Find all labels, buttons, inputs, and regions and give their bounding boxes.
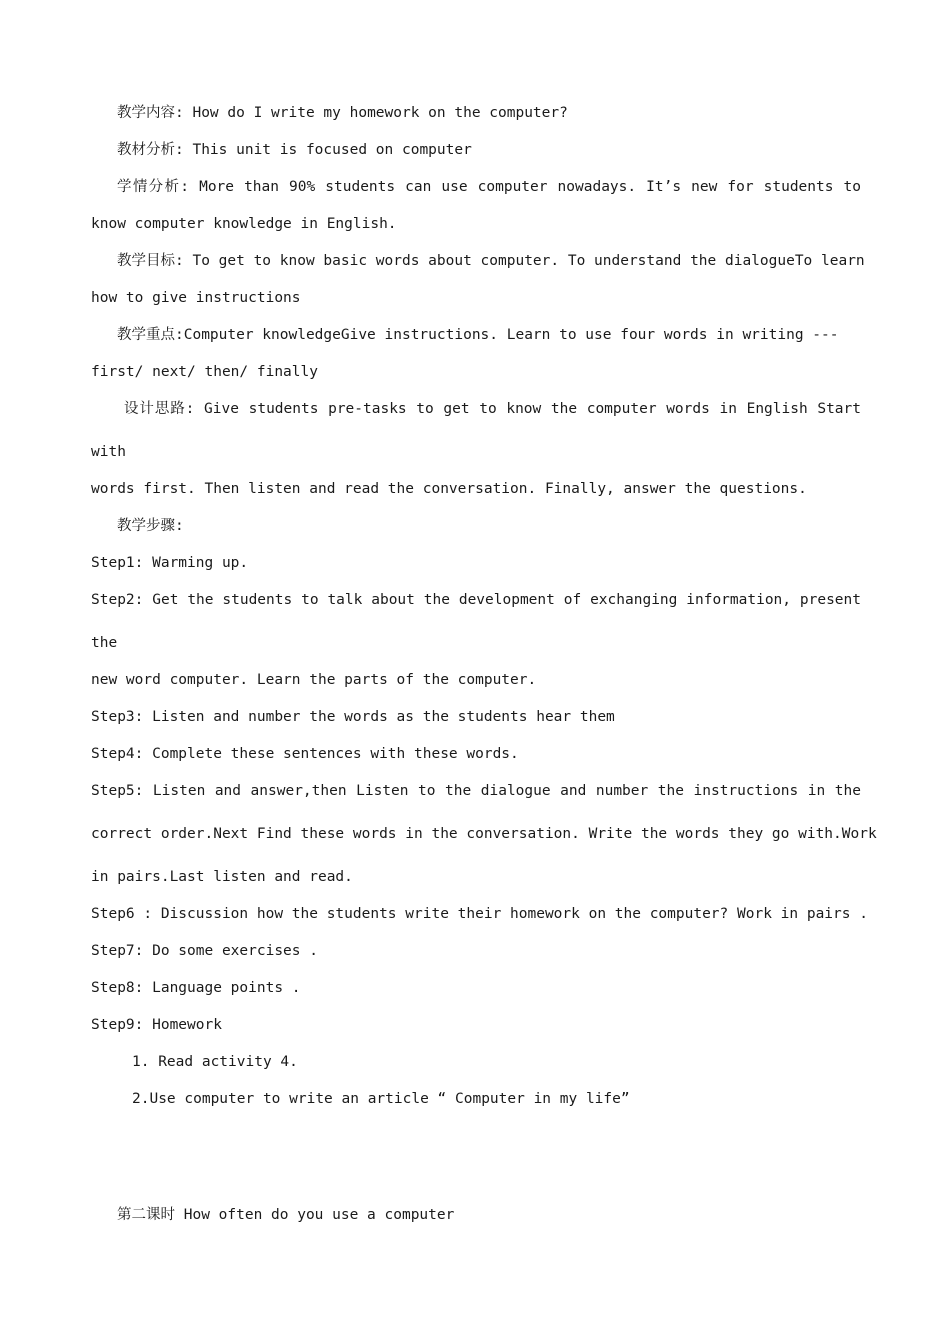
step-2-line2: the [91, 635, 118, 651]
design-label: 设计思路: [124, 401, 195, 417]
objectives-line1 [117, 251, 865, 271]
teaching-content [117, 103, 861, 123]
key-points-label: 教学重点: [117, 327, 184, 343]
step-5-line1: Step5: Listen and answer,then Listen to the dialogue and number the instructions in the [91, 783, 861, 799]
step-8: Step8: Language points . [91, 980, 301, 996]
student-analysis-line2: know computer knowledge in English. [91, 216, 397, 232]
second-lesson-heading [117, 1205, 861, 1225]
step-2-line1: Step2: Get the students to talk about the development of exchanging information, present [91, 592, 861, 608]
teaching-content-label: 教学内容: [117, 105, 184, 121]
step-9: Step9: Homework [91, 1017, 222, 1033]
objectives-text-1: To get to know basic words about computer. To understand the dialogueTo learn [192, 253, 865, 269]
second-lesson-label: 第二课时 [117, 1207, 175, 1223]
objectives-label: 教学目标: [117, 253, 184, 269]
step-5-line2: correct order.Next Find these words in the conversation. Write the words they go with.Work [91, 826, 877, 842]
second-lesson-text: How often do you use a computer [183, 1207, 455, 1223]
teaching-content-text: How do I write my homework on the computer? [192, 105, 568, 121]
step-7: Step7: Do some exercises . [91, 943, 318, 959]
student-analysis-label: 学情分析: [117, 179, 190, 195]
step-2-line3: new word computer. Learn the parts of the computer. [91, 672, 537, 688]
material-analysis-text: This unit is focused on computer [192, 142, 472, 158]
steps-heading: 教学步骤: [117, 518, 184, 534]
design-line1 [124, 399, 861, 419]
student-analysis-line1 [117, 177, 861, 197]
step-3: Step3: Listen and number the words as the students hear them [91, 709, 615, 725]
key-points-text-1: Computer knowledgeGive instructions. Learn to use four words in writing --- [183, 327, 839, 343]
step-6: Step6 : Discussion how the students write their homework on the computer? Work in pairs . [91, 906, 868, 922]
homework-item-2: 2.Use computer to write an article “ Computer in my life” [132, 1091, 630, 1107]
design-text-1: Give students pre-tasks to get to know the computer words in English Start [204, 401, 861, 417]
step-1: Step1: Warming up. [91, 555, 249, 571]
design-line3: words first. Then listen and read the conversation. Finally, answer the questions. [91, 481, 807, 497]
key-points-line1 [117, 325, 839, 345]
material-analysis-label: 教材分析: [117, 142, 184, 158]
step-5-line3: in pairs.Last listen and read. [91, 869, 353, 885]
material-analysis [117, 140, 861, 160]
step-4: Step4: Complete these sentences with these words. [91, 746, 519, 762]
key-points-line2: first/ next/ then/ finally [91, 364, 318, 380]
objectives-line2: how to give instructions [91, 290, 301, 306]
homework-item-1: 1. Read activity 4. [132, 1054, 298, 1070]
design-line2: with [91, 444, 126, 460]
student-analysis-text-1: More than 90% students can use computer nowadays. It’s new for students to [199, 179, 861, 195]
